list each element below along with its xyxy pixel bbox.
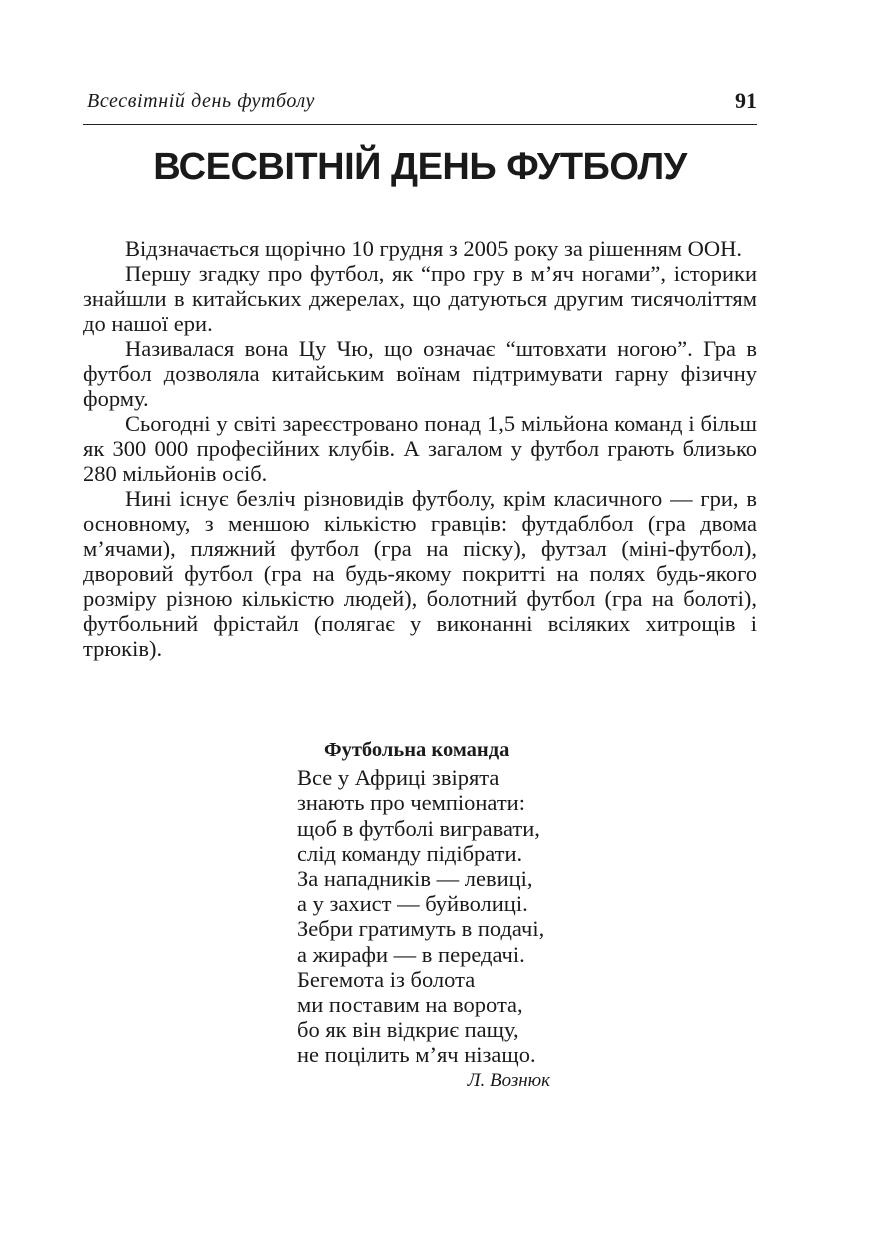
paragraph: Нині існує безліч різновидів футболу, крім класичного — гри, в основному, з меншою кількістю гравців: футдаблбол (гра двома м’ячами), пляжний футбол (гра на піску), футзал (міні-футбол), дворовий футбол (гра на будь-якому покритті на полях будь-якого розміру різною кількістю людей), болотний футбол (гра на болоті), футбольний фрістайл (полягає у виконанні всіляких хитрощів і трюків). — [83, 486, 757, 661]
poem-line: знають про чемпіонати: — [297, 790, 525, 816]
paragraph: Відзначається щорічно 10 грудня з 2005 року за рішенням ООН. — [125, 236, 743, 261]
poem-line: За нападників — левиці, — [297, 866, 533, 892]
poem-line: бо як він відкриє пащу, — [297, 1017, 519, 1043]
poem-line: Зебри гратимуть в подачі, — [297, 916, 545, 942]
page-number: 91 — [735, 88, 757, 113]
poem-line: а у захист — буйволиці. — [297, 891, 528, 917]
poem-line: а жирафи — в передачі. — [297, 941, 525, 967]
poem-line: Все у Африці звірята — [297, 765, 500, 791]
poem-line: ми поставим на ворота, — [297, 992, 523, 1018]
paragraph: Сьогодні у світі зареєстровано понад 1,5 мільйона команд і більш як 300 000 професійних клубів. А загалом у футбол грають близько 280 мільйонів осіб. — [83, 411, 757, 486]
poem-line: слід команду підібрати. — [297, 840, 523, 866]
poem-line: Бегемота із болота — [297, 966, 476, 992]
poem-title: Футбольна команда — [324, 739, 510, 761]
running-title: Всесвітній день футболу — [87, 90, 316, 112]
poem-author: Л. Вознюк — [467, 1069, 550, 1091]
page-title: ВСЕСВІТНІЙ ДЕНЬ ФУТБОЛУ — [153, 146, 687, 188]
paragraph: Називалася вона Цу Чю, що означає “штовхати ногою”. Гра в футбол дозволяла китайським воїнам підтримувати гарну фізичну форму. — [83, 336, 757, 411]
paragraph: Першу згадку про футбол, як “про гру в м’яч ногами”, історики знайшли в китайських джерелах, що датуються другим тисячоліттям до нашої ери. — [83, 261, 757, 336]
article-body — [83, 236, 757, 661]
poem-line: щоб в футболі вигравати, — [297, 815, 540, 841]
poem-line: не поцілить м’яч нізащо. — [297, 1042, 536, 1068]
running-header — [83, 84, 757, 125]
poem — [297, 738, 577, 1093]
